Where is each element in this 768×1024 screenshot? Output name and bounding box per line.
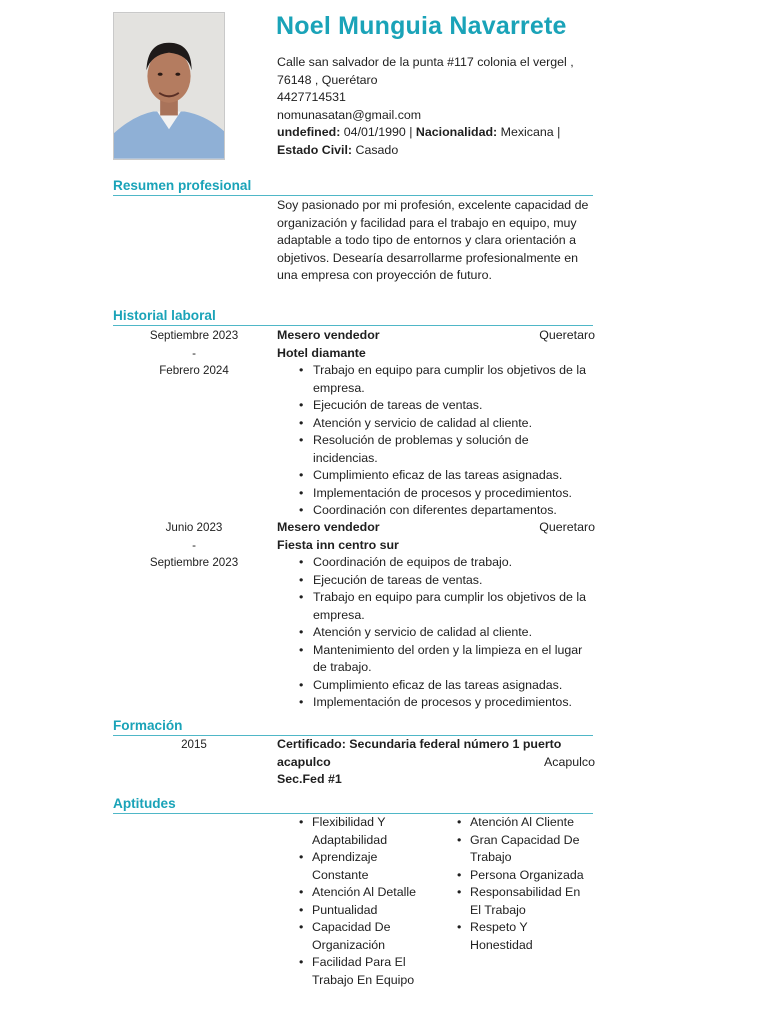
job-end-date: Septiembre 2023 [149, 556, 239, 569]
contact-block [277, 54, 597, 159]
job-header [277, 327, 595, 345]
person-portrait-image [114, 13, 224, 159]
candidate-name: Noel Munguia Navarrete [276, 12, 567, 40]
job-company: Hotel diamante [277, 345, 366, 360]
section-title-work: Historial laboral [113, 308, 593, 326]
list-item: • Atención y servicio de calidad al cliente. [299, 415, 595, 433]
list-item: • Ejecución de tareas de ventas. [299, 397, 595, 415]
job-header [277, 519, 595, 537]
email[interactable]: nomunasatan@gmail.com [277, 107, 422, 122]
address-line-1: Calle san salvador de la punta #117 colonia el vergel , [277, 55, 574, 69]
school-name-part-2: acapulco [277, 754, 331, 769]
civil-label: Estado Civil: [277, 142, 353, 157]
job-task-list [299, 362, 595, 520]
profile-photo [113, 12, 225, 160]
job-details [277, 519, 595, 712]
list-item: • Implementación de procesos y procedimientos. [299, 485, 595, 503]
list-item: • Facilidad Para El Trabajo En Equipo [299, 954, 429, 989]
section-title-skills: Aptitudes [113, 796, 593, 814]
education-location: Acapulco [544, 754, 595, 769]
school-name-part-1: Secundaria federal número 1 puerto [349, 737, 562, 751]
job-start-date: Junio 2023 [165, 521, 223, 534]
section-title-summary: Resumen profesional [113, 178, 593, 196]
title-separator: : [341, 737, 350, 751]
job-dates [113, 327, 275, 380]
date-dash: - [192, 346, 196, 360]
list-item: • Responsabilidad En El Trabajo [457, 884, 587, 919]
list-item: • Persona Organizada [457, 867, 587, 885]
job-end-date: Febrero 2024 [159, 364, 229, 377]
nationality-label: Nacionalidad: [415, 125, 498, 139]
list-item: • Puntualidad [299, 902, 429, 920]
job-details [277, 327, 595, 520]
list-item: • Trabajo en equipo para cumplir los objetivos de la empresa. [299, 362, 595, 397]
nationality-value: Mexicana [500, 125, 554, 139]
job-dates [113, 519, 275, 572]
list-item: • Flexibilidad Y Adaptabilidad [299, 814, 429, 849]
address-line-2: 76148 , Querétaro [277, 72, 378, 87]
date-dash: - [192, 538, 196, 552]
civil-value: Casado [355, 142, 399, 157]
summary-text: Soy pasionado por mi profesión, excelente capacidad de organización y facilidad para el trabajo en equipo, muy adaptable a todo tipo de entornos y clara orientación a objetivos. Desearía desarrollarme profesionalmente en una empresa con proyección de futuro. [277, 198, 589, 282]
personal-info-line [277, 124, 597, 142]
list-item: • Coordinación de equipos de trabajo. [299, 554, 595, 572]
list-item: • Cumplimiento eficaz de las tareas asignadas. [299, 467, 595, 485]
education-year: 2015 [181, 738, 207, 751]
skills-column-2 [457, 814, 587, 954]
birth-value: 04/01/1990 [343, 125, 406, 139]
school-short-name: Sec.Fed #1 [277, 772, 342, 786]
job-title: Mesero vendedor [277, 520, 380, 534]
section-title-education: Formación [113, 718, 593, 736]
separator: | [409, 125, 413, 139]
list-item: • Cumplimiento eficaz de las tareas asignadas. [299, 677, 595, 695]
job-title: Mesero vendedor [277, 328, 380, 342]
education-title-line-1 [277, 736, 595, 754]
job-location: Queretaro [539, 520, 595, 534]
list-item: • Atención y servicio de calidad al cliente. [299, 624, 595, 642]
list-item: • Atención Al Cliente [457, 814, 587, 832]
education-title-line-2 [277, 754, 595, 772]
job-location: Queretaro [539, 328, 595, 342]
civil-status-line [277, 142, 597, 160]
separator: | [557, 125, 561, 139]
job-task-list [299, 554, 595, 712]
list-item: • Gran Capacidad De Trabajo [457, 832, 587, 867]
list-item: • Implementación de procesos y procedimientos. [299, 694, 595, 712]
list-item: • Respeto Y Honestidad [457, 919, 587, 954]
education-details [277, 736, 595, 789]
list-item: • Aprendizaje Constante [299, 849, 429, 884]
job-company: Fiesta inn centro sur [277, 537, 399, 552]
certificate-label: Certificado [277, 737, 342, 751]
list-item: • Coordinación con diferentes departamentos. [299, 502, 595, 520]
job-start-date: Septiembre 2023 [149, 329, 239, 342]
list-item: • Mantenimiento del orden y la limpieza en el lugar de trabajo. [299, 642, 595, 677]
birth-label: undefined: [277, 125, 341, 139]
skills-column-1 [299, 814, 429, 989]
list-item: • Ejecución de tareas de ventas. [299, 572, 595, 590]
list-item: • Atención Al Detalle [299, 884, 429, 902]
list-item: • Trabajo en equipo para cumplir los objetivos de la empresa. [299, 589, 595, 624]
phone: 4427714531 [277, 90, 346, 104]
list-item: • Capacidad De Organización [299, 919, 429, 954]
list-item: • Resolución de problemas y solución de incidencias. [299, 432, 595, 467]
